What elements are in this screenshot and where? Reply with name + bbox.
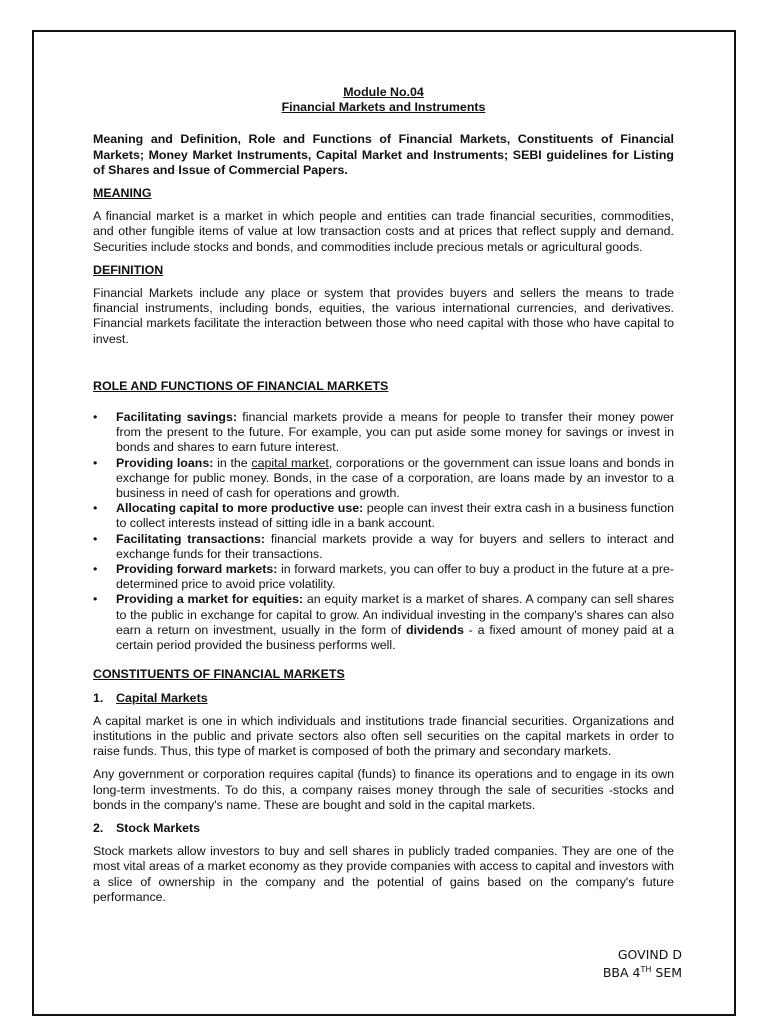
constituents-heading: CONSTITUENTS OF FINANCIAL MARKETS xyxy=(93,667,345,682)
bullet-icon: • xyxy=(93,455,98,470)
item-label: Providing forward markets: xyxy=(116,562,278,577)
list-item xyxy=(93,456,674,502)
module-title: Module No.04 xyxy=(343,85,424,99)
definition-heading: DEFINITION xyxy=(93,262,164,277)
dividends-term: dividends xyxy=(406,622,464,637)
meaning-text: A financial market is a market in which people and entities can trade financial securities, commodities, and other fungible items of value at low transaction costs and at prices that reflect supply and demand. Securities include stocks and bonds, and commodities include precious metals or agricultural goods. xyxy=(93,209,674,254)
author-name: GOVIND D xyxy=(617,947,682,962)
meaning-heading: MEANING xyxy=(93,186,152,201)
bullet-icon: • xyxy=(93,531,98,546)
section-number: 2. xyxy=(93,820,104,835)
course-sup: TH xyxy=(640,965,652,974)
item-text-2: - a fixed amount of money paid at a certain period provided the business performs well. xyxy=(116,622,674,653)
capital-markets-p2: Any government or corporation requires capital (funds) to finance its operations and to engage in its own long-term investments. To do this, a company raises money through the sale of securities -stocks and bonds in the company's name. These are bought and sold in the capital markets. xyxy=(93,767,674,812)
list-item xyxy=(93,592,674,653)
list-item xyxy=(93,410,674,456)
item-label: Facilitating transactions: xyxy=(116,531,266,546)
module-subtitle: Financial Markets and Instruments xyxy=(281,100,486,115)
intro-paragraph: Meaning and Definition, Role and Functions of Financial Markets, Constituents of Financial Markets; Money Market Instruments, Capital Market and Instruments; SEBI guidelines for Listing of Shares and Issue of Commercial Papers. xyxy=(93,132,674,177)
list-item xyxy=(93,532,674,562)
item-label: Providing loans: xyxy=(116,455,214,470)
document-body xyxy=(93,85,674,905)
definition-text: Financial Markets include any place or system that provides buyers and sellers the means to trade financial instruments, including bonds, equities, the various international currencies, and derivatives. Financial markets facilitate the interaction between those who need capital with those who have capital to invest. xyxy=(93,286,674,346)
bullet-icon: • xyxy=(93,592,98,607)
section-title: Capital Markets xyxy=(116,690,208,705)
capital-market-link[interactable]: capital market xyxy=(251,455,329,470)
course-line xyxy=(603,964,682,982)
list-item xyxy=(93,501,674,531)
bullet-icon: • xyxy=(93,562,98,577)
item-text: , corporations or the government can issue loans and bonds in exchange for public money. Bonds, in the case of a corporation, are loans made by an investor to a business in need of cash for operations and growth. xyxy=(116,455,674,501)
page-footer xyxy=(603,946,682,982)
bullet-icon: • xyxy=(93,501,98,516)
course-text: BBA 4 xyxy=(602,965,641,980)
list-item xyxy=(93,562,674,592)
item-text: people can invest their extra cash in a business function to collect interests instead of sitting idle in a bank account. xyxy=(116,501,674,531)
section-title: Stock Markets xyxy=(116,820,201,835)
item-label: Allocating capital to more productive use: xyxy=(116,501,364,516)
roles-heading: ROLE AND FUNCTIONS OF FINANCIAL MARKETS xyxy=(93,378,389,393)
item-text: financial markets provide a means for people to transfer their money power from the present to the future. For example, you can put aside some money for savings or invest in bonds and shares to earn future interest. xyxy=(116,410,674,455)
bullet-icon: • xyxy=(93,410,98,425)
capital-markets-p1: A capital market is one in which individuals and institutions trade financial securities. Organizations and institutions in the public and private sectors also often sell securities on the capital markets in order to raise funds. Thus, this type of market is composed of both the primary and secondary markets. xyxy=(93,713,674,759)
item-text: an equity market is a market of shares. A company can sell shares to the public in exchange for capital to grow. An individual investing in the company's shares can also earn a return on investment, usually in the form of xyxy=(116,592,675,637)
stock-markets-p1: Stock markets allow investors to buy and sell shares in publicly traded companies. They are one of the most vital areas of a market economy as they provide companies with access to capital and investors with a slice of ownership in the company and the potential of gains based on the company's future performance. xyxy=(93,844,674,904)
capital-markets-heading xyxy=(93,691,674,706)
item-text: in forward markets, you can offer to buy a product in the future at a pre-determined price to avoid price volatility. xyxy=(116,562,674,592)
item-label: Providing a market for equities: xyxy=(116,592,304,607)
roles-list xyxy=(93,410,674,653)
stock-markets-heading xyxy=(93,821,674,836)
course-sem: SEM xyxy=(651,965,682,980)
item-label: Facilitating savings: xyxy=(116,410,237,425)
item-text-pre: in the xyxy=(213,455,252,470)
item-text: financial markets provide a way for buyers and sellers to interact and exchange funds for their transactions. xyxy=(116,531,674,561)
section-number: 1. xyxy=(93,690,104,705)
